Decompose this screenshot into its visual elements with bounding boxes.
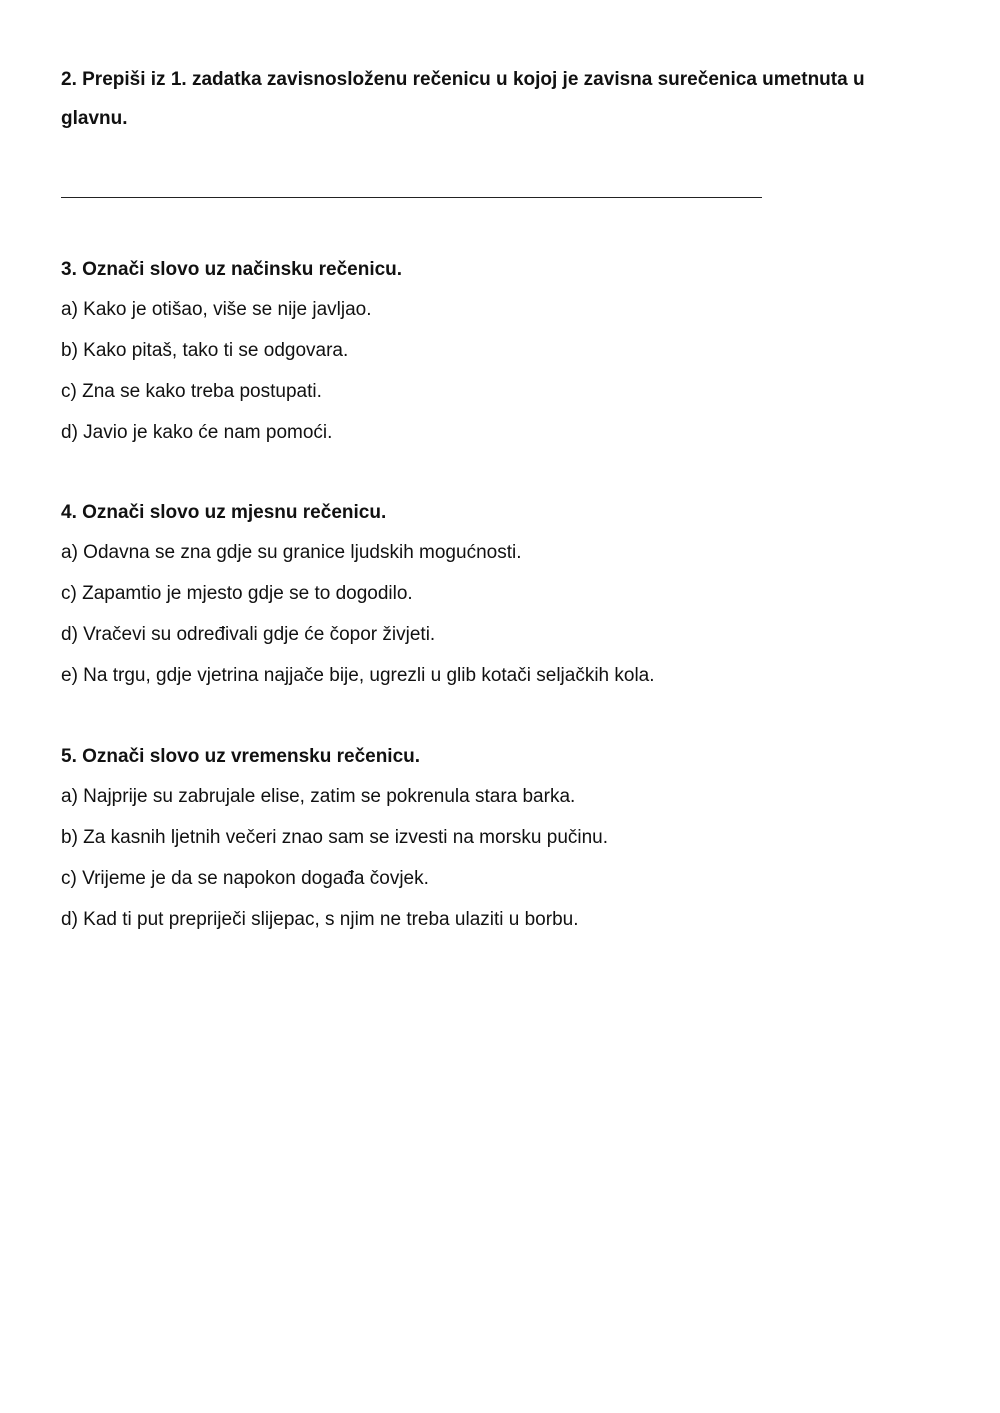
question-5-option-c[interactable]: c) Vrijeme je da se napokon događa čovjek. bbox=[61, 868, 429, 889]
question-4-options bbox=[61, 540, 921, 704]
question-3-title: 3. Označi slovo uz načinsku rečenicu. bbox=[61, 259, 403, 280]
question-5 bbox=[61, 744, 921, 948]
question-5-option-d[interactable]: d) Kad ti put prepriječi slijepac, s njim ne treba ulaziti u borbu. bbox=[61, 909, 579, 930]
question-4-title: 4. Označi slovo uz mjesnu rečenicu. bbox=[61, 502, 387, 523]
question-3-option-b[interactable]: b) Kako pitaš, tako ti se odgovara. bbox=[61, 340, 349, 361]
question-5-options bbox=[61, 784, 921, 948]
question-4-option-c[interactable]: c) Zapamtio je mjesto gdje se to dogodilo. bbox=[61, 583, 413, 604]
question-4-option-d[interactable]: d) Vračevi su određivali gdje će čopor živjeti. bbox=[61, 624, 436, 645]
question-4-option-a[interactable]: a) Odavna se zna gdje su granice ljudskih mogućnosti. bbox=[61, 542, 522, 563]
question-3-options bbox=[61, 297, 921, 461]
question-3-option-a[interactable]: a) Kako je otišao, više se nije javljao. bbox=[61, 299, 372, 320]
question-5-option-b[interactable]: b) Za kasnih ljetnih večeri znao sam se izvesti na morsku pučinu. bbox=[61, 827, 609, 848]
question-3 bbox=[61, 257, 921, 461]
question-4-option-e[interactable]: e) Na trgu, gdje vjetrina najjače bije, ugrezli u glib kotači seljačkih kola. bbox=[61, 665, 655, 686]
question-4 bbox=[61, 500, 921, 704]
question-5-option-a[interactable]: a) Najprije su zabrujale elise, zatim se pokrenula stara barka. bbox=[61, 786, 576, 807]
question-5-title: 5. Označi slovo uz vremensku rečenicu. bbox=[61, 746, 421, 767]
question-3-option-c[interactable]: c) Zna se kako treba postupati. bbox=[61, 381, 322, 402]
question-3-option-d[interactable]: d) Javio je kako će nam pomoći. bbox=[61, 422, 333, 443]
question-2-title: 2. Prepiši iz 1. zadatka zavisnosloženu rečenicu u kojoj je zavisna surečenica umetnuta u glavnu. bbox=[61, 69, 865, 129]
question-2-answer-line[interactable] bbox=[61, 197, 762, 198]
